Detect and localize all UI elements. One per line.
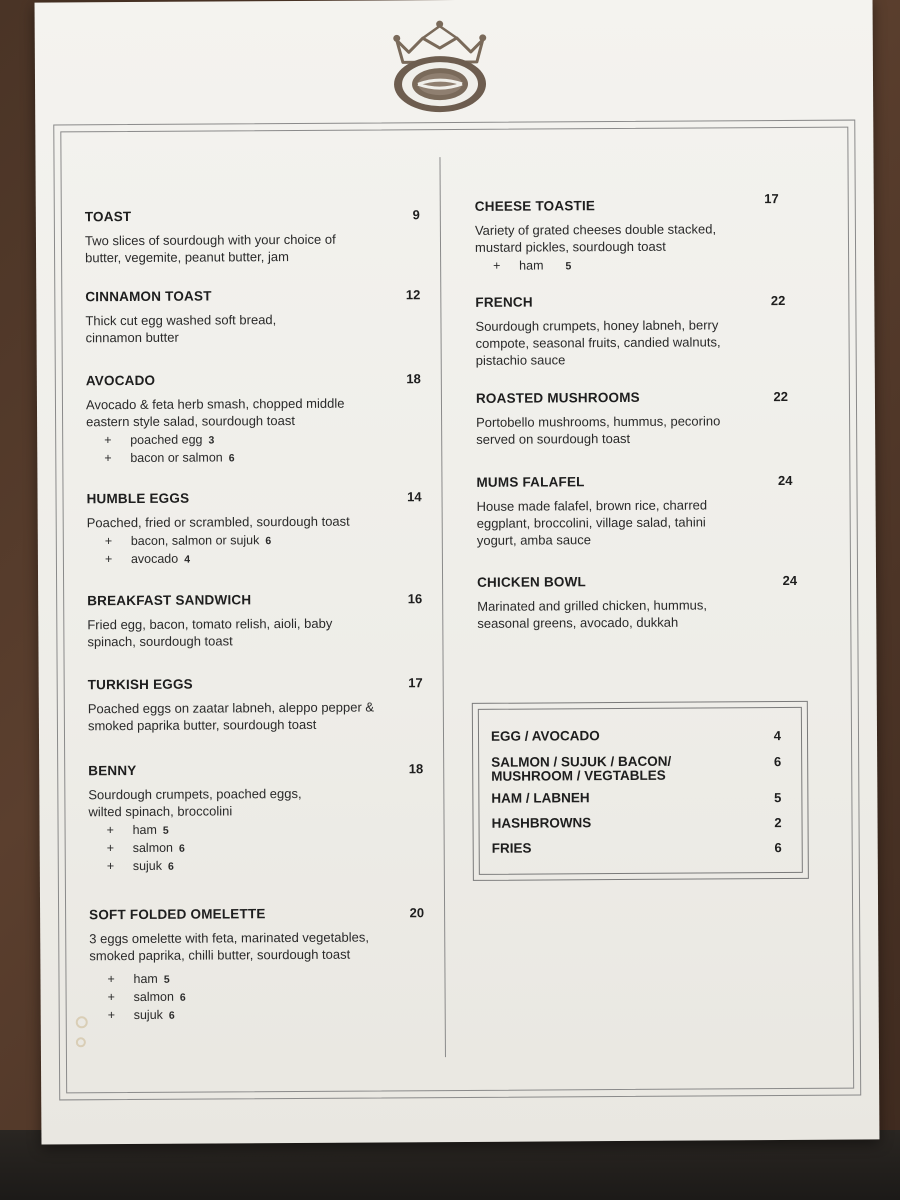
item-name: CHEESE TOASTIE [474,198,596,214]
item-description: House made falafel, brown rice, charred eggplant, broccolini, village salad, tahini yogurt, amba sauce [476,497,708,548]
menu-item-avocado [86,371,422,466]
item-description: Poached, fried or scrambled, sourdough toast [86,513,350,531]
item-name: CHICKEN BOWL [477,574,587,590]
item-description: Poached eggs on zaatar labneh, aleppo pepper & smoked paprika butter, sourdough toast [87,699,375,734]
item-name: BENNY [88,762,137,779]
menu-sheet [35,0,880,1145]
side-name: EGG / AVOCADO [490,728,600,744]
addon-row: + bacon, salmon or sujuk 6 [104,533,272,549]
item-price: 17 [764,191,779,207]
sides-box [472,701,809,881]
addon-row: + salmon 6 [106,840,185,856]
item-name: FRENCH [475,294,533,310]
side-price: 5 [774,790,782,806]
item-description: Marinated and grilled chicken, hummus, seasonal greens, avocado, dukkah [477,597,708,631]
item-name: CINNAMON TOAST [85,288,212,305]
item-name: TURKISH EGGS [87,676,193,693]
menu-item-french [475,293,815,369]
addon-row: + bacon or salmon 6 [104,450,235,466]
crown-coffee-bean-logo-icon [385,18,496,115]
side-price: 6 [774,840,782,856]
menu-item-turkish-eggs [88,675,423,734]
addon-row: + ham 5 [106,822,169,838]
menu-item-soft-folded-omelette [89,905,425,1023]
item-name: MUMS FALAFEL [476,474,585,490]
item-description: Sourdough crumpets, honey labneh, berry compote, seasonal fruits, candied walnuts, pistachio sauce [475,317,721,368]
side-name: HAM / LABNEH [491,790,590,806]
item-price: 24 [777,472,793,489]
item-description: 3 eggs omelette with feta, marinated vegetables, smoked paprika, chilli butter, sourdough toast [89,929,369,964]
side-name: HASHBROWNS [491,815,592,831]
paper-stain [75,1014,89,1054]
menu-left-column [84,123,425,1023]
side-name: FRIES [491,840,532,856]
side-price: 6 [773,754,782,770]
menu-item-toast [85,207,420,266]
menu-item-breakfast-sandwich [87,591,422,650]
addon-row: + sujuk 6 [106,858,174,874]
menu-frame [53,120,861,1101]
side-item [491,728,781,744]
item-price: 22 [773,388,788,405]
item-price: 17 [408,675,423,691]
addon-row: + avocado 4 [104,551,191,567]
item-description: Portobello mushrooms, hummus, pecorino served on sourdough toast [476,413,721,447]
addon-row: + poached egg 3 [104,432,215,448]
menu-item-benny [88,761,424,874]
addon-row: + sujuk 6 [107,1007,175,1023]
side-name: SALMON / SUJUK / BACON/ MUSHROOM / VEGTABLES [491,753,672,784]
item-description: Fried egg, bacon, tomato relish, aioli, baby spinach, sourdough toast [87,615,333,650]
addon-row: + ham 5 [493,258,572,273]
item-price: 18 [408,761,424,777]
item-price: 14 [407,489,422,505]
menu-item-humble-eggs [87,489,422,567]
item-price: 24 [782,572,798,589]
side-price: 2 [774,815,782,831]
item-price: 9 [412,207,420,223]
item-price: 12 [405,287,421,303]
item-description: Avocado & feta herb smash, chopped middle eastern style salad, sourdough toast [85,395,345,430]
menu-item-roasted-mushrooms [476,389,816,448]
item-description: Thick cut egg washed soft bread, cinnamon butter [85,312,277,346]
item-price: 16 [407,591,423,607]
item-price: 20 [409,905,425,921]
side-price: 4 [773,728,782,744]
item-name: ROASTED MUSHROOMS [475,389,640,406]
menu-item-cheese-toastie [474,191,815,274]
addon-row: + ham 5 [107,971,170,987]
menu-right-column [474,121,814,631]
menu-item-cinnamon-toast [85,287,420,346]
item-name: HUMBLE EGGS [86,490,190,507]
item-description: Variety of grated cheeses double stacked, mustard pickles, sourdough toast [474,221,717,255]
menu-item-mums-falafel [476,473,816,549]
side-item [492,815,782,831]
side-item [492,840,782,856]
menu-item-chicken-bowl [477,573,817,632]
item-description: Sourdough crumpets, poached eggs, wilted spinach, broccolini [88,785,302,820]
item-price: 22 [770,292,786,309]
addon-row: + salmon 6 [107,989,186,1005]
item-price: 18 [406,371,421,387]
item-name: SOFT FOLDED OMELETTE [89,906,266,923]
item-name: TOAST [84,208,132,225]
item-description: Two slices of sourdough with your choice of butter, vegemite, peanut butter, jam [84,231,336,266]
item-name: BREAKFAST SANDWICH [87,592,252,609]
item-name: AVOCADO [85,372,156,389]
side-item [491,754,781,784]
side-item [491,790,781,806]
